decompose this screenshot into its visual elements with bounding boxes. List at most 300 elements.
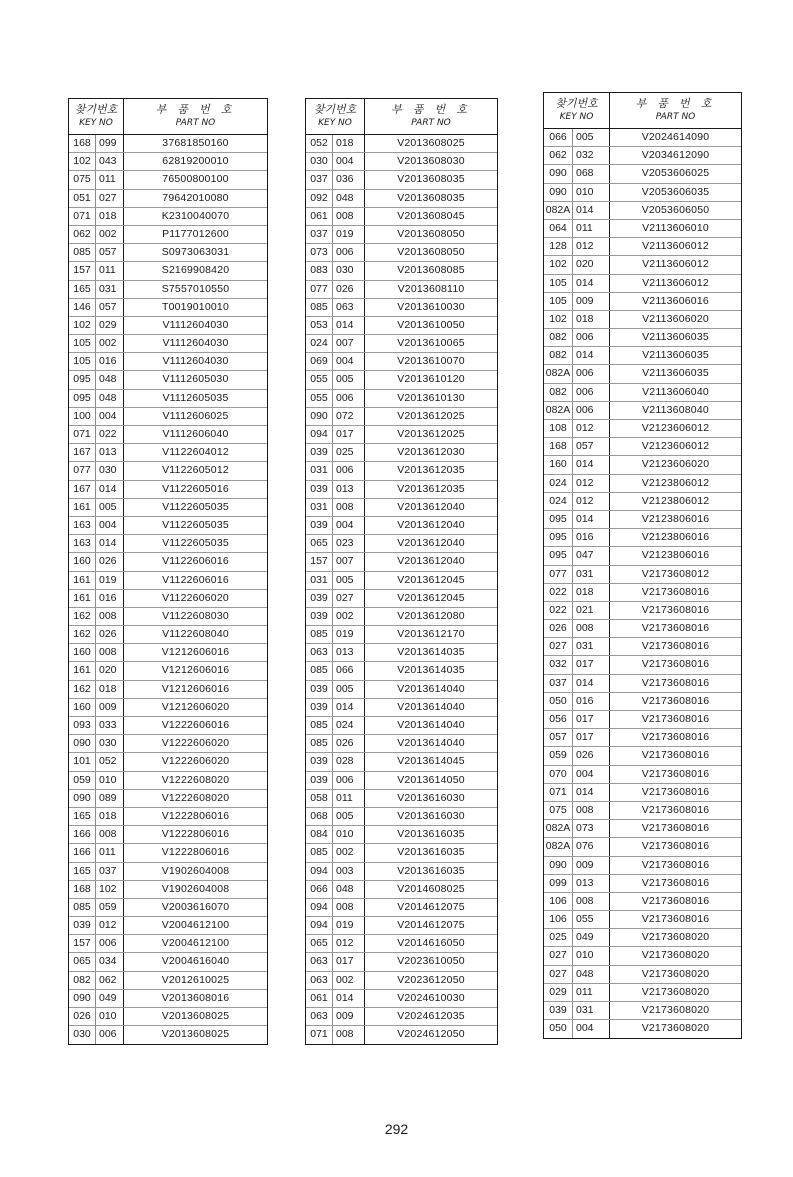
key-no-cell: 037 xyxy=(306,226,333,243)
part-no-header-ko: 부 품 번 호 xyxy=(155,104,236,116)
table-row xyxy=(69,226,267,244)
key-no-cell: 082A xyxy=(544,820,573,837)
table-row xyxy=(306,299,497,317)
key-no-cell: 053 xyxy=(306,317,333,334)
key-no-cell: 095 xyxy=(544,529,573,546)
key-sub-cell: 018 xyxy=(96,808,124,825)
key-sub-cell: 043 xyxy=(96,153,124,170)
key-no-cell: 051 xyxy=(69,190,96,207)
part-no-cell: V2173608016 xyxy=(641,785,710,798)
key-no-cell: 052 xyxy=(306,135,333,152)
table-row xyxy=(544,875,741,893)
key-sub-cell: 017 xyxy=(573,729,610,746)
part-no-cell: V2123606012 xyxy=(641,440,710,453)
key-no-cell: 061 xyxy=(306,990,333,1007)
table-row xyxy=(306,972,497,990)
key-no-cell: 027 xyxy=(544,638,573,655)
table-row xyxy=(544,966,741,984)
key-sub-cell: 008 xyxy=(96,644,124,661)
table-row xyxy=(306,626,497,644)
key-no-cell: 161 xyxy=(69,662,96,679)
part-no-cell: V2013616035 xyxy=(397,828,465,841)
key-sub-cell: 016 xyxy=(573,529,610,546)
key-no-cell: 094 xyxy=(306,863,333,880)
part-no-cell: 37681850160 xyxy=(162,137,229,149)
part-no-cell: V2013614035 xyxy=(397,646,465,659)
part-no-cell: S2169908420 xyxy=(161,264,230,277)
part-no-cell: V2173608016 xyxy=(641,858,710,871)
part-no-header xyxy=(365,99,497,134)
table-row xyxy=(306,517,497,535)
part-no-cell: V1222608020 xyxy=(161,791,230,804)
key-no-cell: 166 xyxy=(69,844,96,861)
table-row xyxy=(69,390,267,408)
key-sub-cell: 018 xyxy=(333,135,365,152)
key-no-cell: 039 xyxy=(544,1002,573,1019)
key-no-cell: 069 xyxy=(306,353,333,370)
key-sub-cell: 102 xyxy=(96,881,124,898)
key-sub-cell: 055 xyxy=(573,911,610,928)
key-sub-cell: 057 xyxy=(96,244,124,261)
key-sub-cell: 005 xyxy=(96,499,124,516)
key-sub-cell: 017 xyxy=(573,656,610,673)
key-sub-cell: 048 xyxy=(333,881,365,898)
part-no-cell: V2013610050 xyxy=(397,318,465,331)
part-no-cell: V2173608016 xyxy=(641,767,710,780)
part-no-cell: V2013616035 xyxy=(397,864,465,877)
key-sub-cell: 023 xyxy=(333,535,365,552)
table-body xyxy=(306,135,497,1044)
key-no-cell: 085 xyxy=(306,844,333,861)
table-row xyxy=(544,438,741,456)
table-row xyxy=(544,147,741,165)
table-row xyxy=(306,353,497,371)
key-no-cell: 039 xyxy=(306,753,333,770)
part-no-cell: V2013612025 xyxy=(397,409,465,422)
table-row xyxy=(69,135,267,153)
key-no-cell: 031 xyxy=(306,572,333,589)
key-no-cell: 105 xyxy=(69,335,96,352)
key-sub-cell: 034 xyxy=(96,953,124,970)
part-no-cell: V2113606016 xyxy=(642,294,709,307)
key-sub-cell: 030 xyxy=(333,262,365,279)
key-sub-cell: 057 xyxy=(96,299,124,316)
key-sub-cell: 013 xyxy=(333,644,365,661)
key-no-cell: 085 xyxy=(69,244,96,261)
key-sub-cell: 014 xyxy=(573,675,610,692)
key-sub-cell: 017 xyxy=(333,953,365,970)
key-sub-cell: 030 xyxy=(96,735,124,752)
table-row xyxy=(306,499,497,517)
table-row xyxy=(544,293,741,311)
table-row xyxy=(544,311,741,329)
table-row xyxy=(306,190,497,208)
key-sub-cell: 016 xyxy=(96,353,124,370)
key-sub-cell: 012 xyxy=(96,917,124,934)
key-no-cell: 065 xyxy=(306,535,333,552)
table-row xyxy=(306,335,497,353)
part-no-cell: V2013614050 xyxy=(397,773,465,786)
table-row xyxy=(69,790,267,808)
key-no-cell: 167 xyxy=(69,444,96,461)
part-no-cell: V2173608020 xyxy=(641,1022,710,1035)
key-sub-cell: 004 xyxy=(96,408,124,425)
key-no-cell: 094 xyxy=(306,426,333,443)
key-no-cell: 037 xyxy=(544,675,573,692)
part-no-cell: V2123806016 xyxy=(641,549,710,562)
key-no-cell: 062 xyxy=(544,147,573,164)
key-sub-cell: 031 xyxy=(573,638,610,655)
key-sub-cell: 049 xyxy=(96,990,124,1007)
key-sub-cell: 011 xyxy=(573,984,610,1001)
key-no-cell: 026 xyxy=(544,620,573,637)
key-sub-cell: 032 xyxy=(573,147,610,164)
table-row xyxy=(544,202,741,220)
key-sub-cell: 048 xyxy=(333,190,365,207)
key-sub-cell: 002 xyxy=(96,226,124,243)
part-no-cell: V2173608016 xyxy=(641,840,710,853)
key-sub-cell: 012 xyxy=(573,238,610,255)
table-row xyxy=(306,863,497,881)
key-no-cell: 065 xyxy=(306,935,333,952)
key-no-cell: 106 xyxy=(544,911,573,928)
part-no-cell: V2013610065 xyxy=(397,337,465,350)
key-sub-cell: 005 xyxy=(333,808,365,825)
key-sub-cell: 007 xyxy=(333,553,365,570)
part-no-cell: V2024610030 xyxy=(397,991,465,1004)
table-row xyxy=(306,717,497,735)
key-sub-cell: 018 xyxy=(96,208,124,225)
key-sub-cell: 006 xyxy=(333,244,365,261)
part-no-cell: V2013612170 xyxy=(397,628,465,641)
key-no-cell: 094 xyxy=(306,899,333,916)
key-sub-cell: 008 xyxy=(573,802,610,819)
part-no-cell: V2013608025 xyxy=(161,1028,230,1041)
part-no-header-ko: 부 품 번 호 xyxy=(391,104,471,116)
table-row xyxy=(544,747,741,765)
key-no-header-en: KEY NO xyxy=(79,118,113,128)
key-no-cell: 162 xyxy=(69,608,96,625)
key-sub-cell: 019 xyxy=(333,626,365,643)
key-no-cell: 095 xyxy=(544,547,573,564)
part-no-cell: V2123806016 xyxy=(641,512,710,525)
part-no-cell: V2113606012 xyxy=(642,240,709,253)
part-no-cell: V2013612035 xyxy=(397,482,465,495)
part-no-cell: V2173608016 xyxy=(641,731,710,744)
key-sub-cell: 026 xyxy=(333,735,365,752)
key-no-cell: 031 xyxy=(306,462,333,479)
part-no-cell: V2013608035 xyxy=(397,173,465,186)
key-sub-cell: 008 xyxy=(333,1026,365,1044)
table-row xyxy=(69,426,267,444)
part-no-cell: V2013608035 xyxy=(397,191,465,204)
part-no-cell: V1222608020 xyxy=(161,773,230,786)
key-no-cell: 082A xyxy=(544,365,573,382)
table-row xyxy=(544,347,741,365)
part-no-cell: V2013616030 xyxy=(397,791,465,804)
table-row xyxy=(69,171,267,189)
part-no-cell: V2013614040 xyxy=(397,737,465,750)
table-row xyxy=(69,590,267,608)
table-row xyxy=(306,808,497,826)
table-row xyxy=(69,190,267,208)
key-no-cell: 029 xyxy=(544,984,573,1001)
key-sub-cell: 017 xyxy=(333,426,365,443)
key-sub-cell: 005 xyxy=(333,681,365,698)
key-no-cell: 077 xyxy=(544,566,573,583)
part-no-cell: V1222806016 xyxy=(161,846,230,859)
part-no-cell: V2013608025 xyxy=(161,1010,230,1022)
table-row xyxy=(306,281,497,299)
key-no-cell: 039 xyxy=(69,917,96,934)
key-sub-cell: 026 xyxy=(96,626,124,643)
table-row xyxy=(69,644,267,662)
part-no-cell: V1122605035 xyxy=(162,518,229,531)
key-no-cell: 162 xyxy=(69,626,96,643)
key-sub-cell: 013 xyxy=(573,875,610,892)
key-sub-cell: 006 xyxy=(96,935,124,952)
table-row xyxy=(544,675,741,693)
key-sub-cell: 026 xyxy=(96,553,124,570)
key-sub-cell: 073 xyxy=(573,820,610,837)
key-no-cell: 168 xyxy=(544,438,573,455)
key-no-cell: 100 xyxy=(69,408,96,425)
key-no-cell: 090 xyxy=(69,990,96,1007)
part-no-cell: V2013612045 xyxy=(397,573,465,586)
table-row xyxy=(69,572,267,590)
table-row xyxy=(544,1020,741,1038)
part-no-cell: V2013614035 xyxy=(397,664,465,677)
key-no-cell: 105 xyxy=(544,293,573,310)
part-no-cell: V2113606010 xyxy=(642,221,709,234)
key-sub-cell: 028 xyxy=(333,753,365,770)
table-row xyxy=(69,662,267,680)
table-row xyxy=(306,899,497,917)
parts-table-3 xyxy=(543,92,742,1039)
key-no-cell: 030 xyxy=(306,153,333,170)
table-row xyxy=(306,990,497,1008)
table-row xyxy=(69,899,267,917)
key-sub-cell: 010 xyxy=(573,184,610,201)
part-no-cell: V2053606050 xyxy=(641,203,710,216)
table-row xyxy=(69,881,267,899)
key-sub-cell: 027 xyxy=(96,190,124,207)
key-no-cell: 082A xyxy=(544,838,573,855)
table-body xyxy=(69,135,267,1044)
table-row xyxy=(544,275,741,293)
key-no-cell: 099 xyxy=(544,875,573,892)
key-no-cell: 039 xyxy=(306,481,333,498)
key-no-cell: 161 xyxy=(69,499,96,516)
key-no-cell: 027 xyxy=(544,966,573,983)
key-no-cell: 037 xyxy=(306,171,333,188)
part-no-cell: V2013610070 xyxy=(397,355,465,368)
part-no-cell: V2013608016 xyxy=(161,991,230,1004)
key-no-cell: 101 xyxy=(69,753,96,770)
key-no-cell: 027 xyxy=(544,947,573,964)
part-no-cell: V1112605030 xyxy=(162,373,229,386)
table-row xyxy=(306,481,497,499)
part-no-header-en: PART NO xyxy=(655,112,696,122)
table-row xyxy=(69,626,267,644)
key-no-cell: 085 xyxy=(306,626,333,643)
key-no-cell: 108 xyxy=(544,420,573,437)
key-no-cell: 157 xyxy=(69,935,96,952)
key-sub-cell: 019 xyxy=(333,917,365,934)
table-row xyxy=(306,444,497,462)
key-sub-cell: 011 xyxy=(333,790,365,807)
part-no-cell: V2013614045 xyxy=(397,755,465,768)
part-no-header-en: PART NO xyxy=(175,118,216,128)
table-row xyxy=(69,281,267,299)
table-row xyxy=(306,262,497,280)
key-no-cell: 160 xyxy=(69,644,96,661)
key-sub-cell: 004 xyxy=(573,766,610,783)
table-header xyxy=(69,99,267,135)
part-no-cell: V2123806012 xyxy=(641,494,710,507)
key-no-cell: 039 xyxy=(306,681,333,698)
table-row xyxy=(306,1026,497,1044)
table-row xyxy=(306,535,497,553)
key-sub-cell: 016 xyxy=(573,693,610,710)
key-no-cell: 162 xyxy=(69,681,96,698)
key-sub-cell: 014 xyxy=(96,535,124,552)
key-no-cell: 071 xyxy=(544,784,573,801)
key-sub-cell: 068 xyxy=(573,165,610,182)
table-row xyxy=(69,863,267,881)
key-sub-cell: 004 xyxy=(333,517,365,534)
key-sub-cell: 008 xyxy=(333,899,365,916)
part-no-cell: V2013614040 xyxy=(397,700,465,713)
key-sub-cell: 029 xyxy=(96,317,124,334)
table-row xyxy=(306,390,497,408)
table-row xyxy=(69,826,267,844)
key-sub-cell: 014 xyxy=(573,456,610,473)
part-no-cell: 62819200010 xyxy=(162,155,229,168)
part-no-header xyxy=(610,93,741,128)
part-no-header xyxy=(124,99,267,134)
part-no-cell: V2173608016 xyxy=(641,658,710,671)
key-sub-cell: 002 xyxy=(333,972,365,989)
key-sub-cell: 011 xyxy=(573,220,610,237)
part-no-cell: V2173608016 xyxy=(641,876,710,889)
table-row xyxy=(306,753,497,771)
key-no-cell: 084 xyxy=(306,826,333,843)
table-row xyxy=(306,408,497,426)
key-no-cell: 024 xyxy=(544,493,573,510)
key-sub-cell: 012 xyxy=(573,493,610,510)
key-sub-cell: 011 xyxy=(96,171,124,188)
key-no-cell: 063 xyxy=(306,1008,333,1025)
table-row xyxy=(69,753,267,771)
key-sub-cell: 017 xyxy=(573,711,610,728)
part-no-cell: V2173608016 xyxy=(641,913,710,926)
key-no-cell: 024 xyxy=(544,475,573,492)
part-no-cell: V2173608020 xyxy=(641,1004,710,1016)
table-row xyxy=(306,881,497,899)
part-no-cell: V1222606016 xyxy=(161,719,230,731)
key-no-cell: 055 xyxy=(306,390,333,407)
key-no-cell: 165 xyxy=(69,808,96,825)
table-row xyxy=(69,408,267,426)
table-row xyxy=(69,371,267,389)
key-sub-cell: 010 xyxy=(573,947,610,964)
table-row xyxy=(69,208,267,226)
parts-table-1 xyxy=(68,98,268,1045)
key-no-cell: 085 xyxy=(306,717,333,734)
table-row xyxy=(306,553,497,571)
key-no-cell: 064 xyxy=(544,220,573,237)
key-sub-cell: 022 xyxy=(96,426,124,443)
part-no-cell: V1122605012 xyxy=(162,464,229,477)
key-no-cell: 063 xyxy=(306,644,333,661)
part-no-cell: V2013612080 xyxy=(397,609,465,622)
key-sub-cell: 018 xyxy=(573,584,610,601)
key-no-cell: 062 xyxy=(69,226,96,243)
part-no-cell: V2024612050 xyxy=(397,1028,465,1041)
part-no-cell: V2173608016 xyxy=(641,749,710,762)
table-row xyxy=(306,681,497,699)
key-no-cell: 032 xyxy=(544,656,573,673)
table-row xyxy=(306,226,497,244)
table-row xyxy=(544,547,741,565)
key-sub-cell: 008 xyxy=(96,608,124,625)
key-no-cell: 075 xyxy=(544,802,573,819)
table-row xyxy=(69,953,267,971)
part-no-cell: V2013608050 xyxy=(397,227,465,240)
table-header xyxy=(544,93,741,129)
key-no-cell: 039 xyxy=(306,699,333,716)
table-row xyxy=(69,990,267,1008)
table-row xyxy=(544,456,741,474)
table-row xyxy=(69,353,267,371)
key-sub-cell: 006 xyxy=(333,462,365,479)
part-no-cell: V2123806016 xyxy=(641,531,710,544)
part-no-cell: V2173608016 xyxy=(641,640,710,653)
key-sub-cell: 012 xyxy=(573,475,610,492)
key-sub-cell: 026 xyxy=(573,747,610,764)
table-row xyxy=(544,511,741,529)
table-row xyxy=(306,735,497,753)
table-row xyxy=(69,299,267,317)
key-no-cell: 022 xyxy=(544,602,573,619)
key-sub-cell: 014 xyxy=(573,784,610,801)
part-no-cell: P1177012600 xyxy=(162,227,229,240)
part-no-cell: V1212606016 xyxy=(161,682,230,695)
key-no-cell: 073 xyxy=(306,244,333,261)
table-row xyxy=(69,1008,267,1026)
key-sub-cell: 049 xyxy=(573,929,610,946)
key-no-cell: 102 xyxy=(69,153,96,170)
table-row xyxy=(306,1008,497,1026)
key-sub-cell: 059 xyxy=(96,899,124,916)
key-no-cell: 163 xyxy=(69,517,96,534)
part-no-cell: V1122606016 xyxy=(162,555,229,568)
key-no-cell: 063 xyxy=(306,953,333,970)
key-sub-cell: 002 xyxy=(333,844,365,861)
part-no-cell: V2173608016 xyxy=(641,622,710,635)
table-row xyxy=(544,220,741,238)
key-no-cell: 061 xyxy=(306,208,333,225)
part-no-cell: V2173608016 xyxy=(641,676,710,689)
table-row xyxy=(544,475,741,493)
key-sub-cell: 003 xyxy=(333,863,365,880)
table-row xyxy=(544,693,741,711)
table-row xyxy=(544,529,741,547)
key-no-cell: 026 xyxy=(69,1008,96,1025)
key-no-cell: 090 xyxy=(306,408,333,425)
table-row xyxy=(306,699,497,717)
